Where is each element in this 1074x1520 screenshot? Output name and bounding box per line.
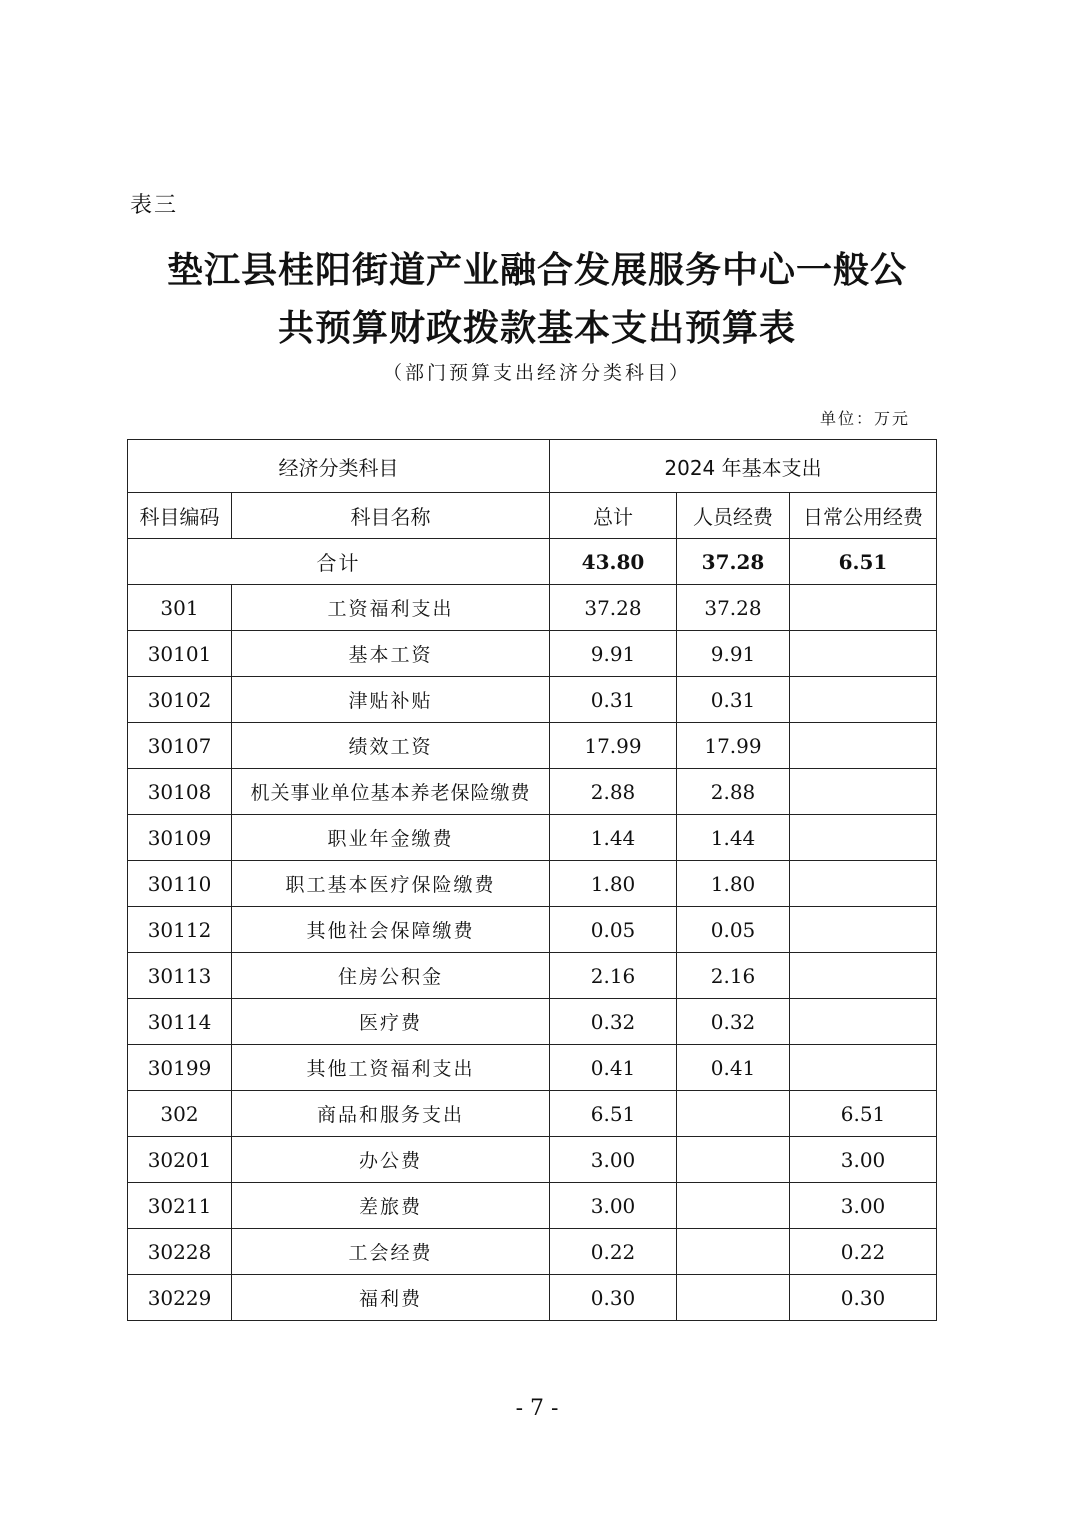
row-code-cell: 30229 bbox=[128, 1275, 232, 1321]
row-public-cell: 3.00 bbox=[790, 1137, 937, 1183]
row-public-cell bbox=[790, 953, 937, 999]
row-code-cell: 30112 bbox=[128, 907, 232, 953]
row-public-cell bbox=[790, 631, 937, 677]
row-personnel-cell bbox=[677, 1091, 790, 1137]
row-personnel-cell: 0.32 bbox=[677, 999, 790, 1045]
column-header-code: 科目编码 bbox=[128, 493, 232, 539]
table-row bbox=[128, 585, 937, 631]
row-personnel-cell: 17.99 bbox=[677, 723, 790, 769]
row-total-cell: 37.28 bbox=[550, 585, 677, 631]
row-personnel-cell: 37.28 bbox=[677, 585, 790, 631]
row-public-cell bbox=[790, 999, 937, 1045]
row-total-cell: 2.88 bbox=[550, 769, 677, 815]
row-total-cell: 0.05 bbox=[550, 907, 677, 953]
row-public-cell: 0.30 bbox=[790, 1275, 937, 1321]
row-name-cell: 工资福利支出 bbox=[232, 585, 550, 631]
row-public-cell bbox=[790, 1045, 937, 1091]
row-total-cell: 2.16 bbox=[550, 953, 677, 999]
table-row bbox=[128, 815, 937, 861]
row-public-cell bbox=[790, 907, 937, 953]
row-total-cell: 0.31 bbox=[550, 677, 677, 723]
table-row bbox=[128, 1137, 937, 1183]
table-row bbox=[128, 1091, 937, 1137]
column-header-name: 科目名称 bbox=[232, 493, 550, 539]
table-row bbox=[128, 1183, 937, 1229]
unit-label: 单位：万元 bbox=[819, 409, 910, 428]
row-personnel-cell: 2.16 bbox=[677, 953, 790, 999]
row-total-cell: 0.22 bbox=[550, 1229, 677, 1275]
row-total-cell: 0.41 bbox=[550, 1045, 677, 1091]
table-row bbox=[128, 677, 937, 723]
page-title-line-2: 共预算财政拨款基本支出预算表 bbox=[277, 308, 796, 349]
row-public-cell: 0.22 bbox=[790, 1229, 937, 1275]
row-total-cell: 3.00 bbox=[550, 1137, 677, 1183]
row-personnel-cell: 1.44 bbox=[677, 815, 790, 861]
row-code-cell: 30199 bbox=[128, 1045, 232, 1091]
column-header-total: 总计 bbox=[550, 493, 677, 539]
row-personnel-cell: 0.41 bbox=[677, 1045, 790, 1091]
row-name-cell: 职工基本医疗保险缴费 bbox=[232, 861, 550, 907]
total-sum-cell: 43.80 bbox=[550, 539, 677, 585]
row-name-cell: 办公费 bbox=[232, 1137, 550, 1183]
page-number: - 7 - bbox=[515, 1396, 559, 1421]
row-total-cell: 3.00 bbox=[550, 1183, 677, 1229]
row-personnel-cell: 1.80 bbox=[677, 861, 790, 907]
row-personnel-cell bbox=[677, 1183, 790, 1229]
document-label: 表三 bbox=[130, 193, 179, 218]
table-row bbox=[128, 861, 937, 907]
table-row bbox=[128, 953, 937, 999]
page-title-line-1: 垫江县桂阳街道产业融合发展服务中心一般公 bbox=[166, 250, 907, 291]
row-name-cell: 其他社会保障缴费 bbox=[232, 907, 550, 953]
row-name-cell: 其他工资福利支出 bbox=[232, 1045, 550, 1091]
table-row bbox=[128, 1275, 937, 1321]
total-public-cell: 6.51 bbox=[790, 539, 937, 585]
row-code-cell: 30102 bbox=[128, 677, 232, 723]
row-total-cell: 9.91 bbox=[550, 631, 677, 677]
row-total-cell: 6.51 bbox=[550, 1091, 677, 1137]
row-name-cell: 医疗费 bbox=[232, 999, 550, 1045]
row-name-cell: 住房公积金 bbox=[232, 953, 550, 999]
table-column-header-row bbox=[128, 493, 937, 539]
row-code-cell: 30110 bbox=[128, 861, 232, 907]
row-public-cell bbox=[790, 677, 937, 723]
table-row bbox=[128, 723, 937, 769]
row-code-cell: 30211 bbox=[128, 1183, 232, 1229]
row-public-cell bbox=[790, 815, 937, 861]
row-personnel-cell: 9.91 bbox=[677, 631, 790, 677]
row-total-cell: 0.30 bbox=[550, 1275, 677, 1321]
row-public-cell bbox=[790, 585, 937, 631]
row-public-cell bbox=[790, 861, 937, 907]
row-name-cell: 津贴补贴 bbox=[232, 677, 550, 723]
row-name-cell: 差旅费 bbox=[232, 1183, 550, 1229]
row-total-cell: 0.32 bbox=[550, 999, 677, 1045]
row-total-cell: 17.99 bbox=[550, 723, 677, 769]
table-row bbox=[128, 631, 937, 677]
row-personnel-cell bbox=[677, 1229, 790, 1275]
row-code-cell: 30109 bbox=[128, 815, 232, 861]
row-code-cell: 302 bbox=[128, 1091, 232, 1137]
table-total-row bbox=[128, 539, 937, 585]
table-row bbox=[128, 907, 937, 953]
table-row bbox=[128, 769, 937, 815]
row-total-cell: 1.44 bbox=[550, 815, 677, 861]
page-subtitle: （部门预算支出经济分类科目） bbox=[382, 362, 691, 384]
row-code-cell: 30113 bbox=[128, 953, 232, 999]
row-name-cell: 机关事业单位基本养老保险缴费 bbox=[232, 769, 550, 815]
row-code-cell: 30114 bbox=[128, 999, 232, 1045]
row-name-cell: 绩效工资 bbox=[232, 723, 550, 769]
row-total-cell: 1.80 bbox=[550, 861, 677, 907]
row-code-cell: 301 bbox=[128, 585, 232, 631]
budget-table bbox=[127, 439, 937, 1321]
row-name-cell: 商品和服务支出 bbox=[232, 1091, 550, 1137]
table-row bbox=[128, 1229, 937, 1275]
row-personnel-cell: 0.31 bbox=[677, 677, 790, 723]
row-public-cell: 6.51 bbox=[790, 1091, 937, 1137]
row-name-cell: 基本工资 bbox=[232, 631, 550, 677]
total-label: 合计 bbox=[128, 539, 550, 585]
row-public-cell: 3.00 bbox=[790, 1183, 937, 1229]
row-code-cell: 30108 bbox=[128, 769, 232, 815]
row-code-cell: 30101 bbox=[128, 631, 232, 677]
column-header-public: 日常公用经费 bbox=[790, 493, 937, 539]
row-personnel-cell bbox=[677, 1275, 790, 1321]
column-header-personnel: 人员经费 bbox=[677, 493, 790, 539]
row-code-cell: 30228 bbox=[128, 1229, 232, 1275]
row-code-cell: 30107 bbox=[128, 723, 232, 769]
row-public-cell bbox=[790, 723, 937, 769]
group-header-basic-expenditure: 2024 年基本支出 bbox=[550, 440, 937, 493]
row-code-cell: 30201 bbox=[128, 1137, 232, 1183]
row-name-cell: 职业年金缴费 bbox=[232, 815, 550, 861]
row-public-cell bbox=[790, 769, 937, 815]
row-personnel-cell: 2.88 bbox=[677, 769, 790, 815]
table-row bbox=[128, 1045, 937, 1091]
total-personnel-cell: 37.28 bbox=[677, 539, 790, 585]
table-row bbox=[128, 999, 937, 1045]
row-personnel-cell: 0.05 bbox=[677, 907, 790, 953]
row-name-cell: 工会经费 bbox=[232, 1229, 550, 1275]
table-group-header-row bbox=[128, 440, 937, 493]
group-header-economic-category: 经济分类科目 bbox=[128, 440, 550, 493]
row-name-cell: 福利费 bbox=[232, 1275, 550, 1321]
row-personnel-cell bbox=[677, 1137, 790, 1183]
